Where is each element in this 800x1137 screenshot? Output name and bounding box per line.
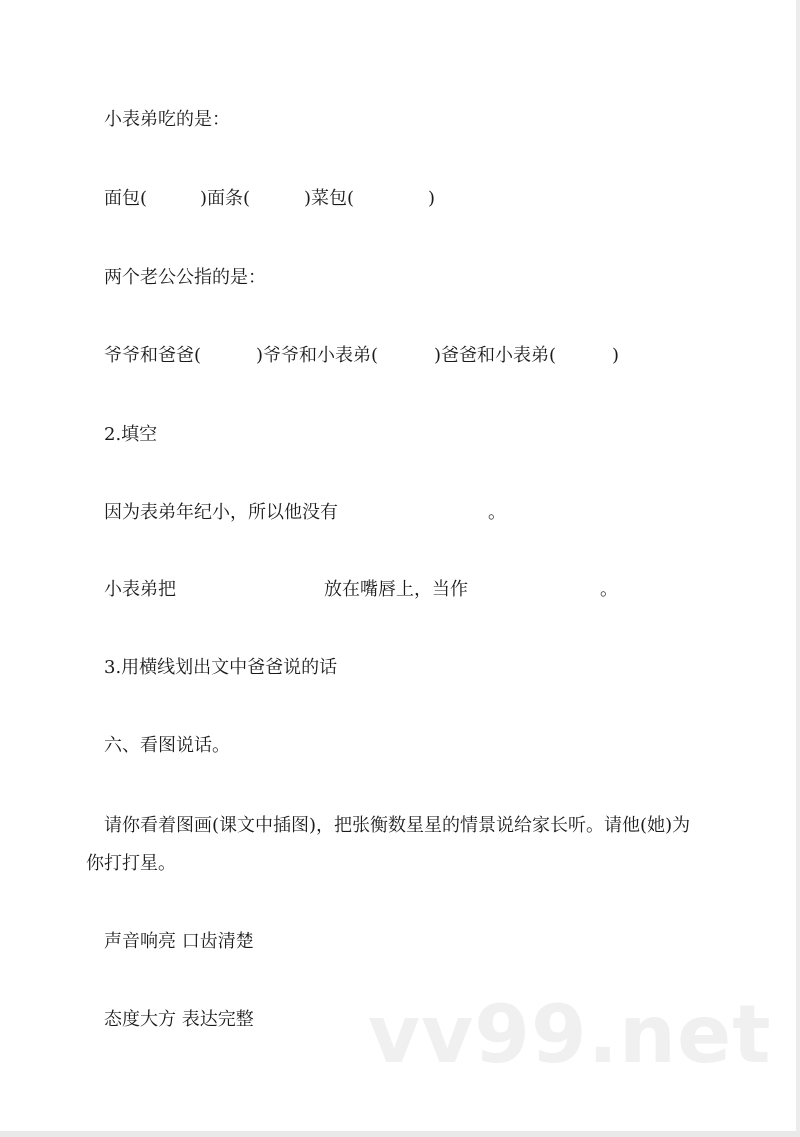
fill-2-text-b: 放在嘴唇上，当作 [324,579,468,600]
fill-2-end: 。 [600,579,618,600]
option-noodles: )面条( [200,188,251,209]
page-edge-bottom [0,1131,800,1137]
fill-1-end: 。 [488,502,506,523]
option-grandpa-cousin: )爷爷和小表弟( [256,345,379,366]
option-grandpa-dad: 爷爷和爸爸( [104,345,202,366]
option-dad-cousin: )爸爸和小表弟( [434,345,557,366]
section-6-body-line-2: 你打打星。 [86,853,176,874]
watermark: vv99.net [368,988,772,1081]
section-6-title: 六、看图说话。 [104,735,230,756]
question-2-title: 2.填空 [104,424,158,445]
option-bread: 面包( [104,188,148,209]
option-veg-bun: )菜包( [304,188,355,209]
grandpa-options-row [104,344,664,368]
fill-blank-2 [104,578,634,602]
section-6-body-line-1: 请你看着图画(课文中插图)，把张衡数星星的情景说给家长听。请他(她)为 [104,815,691,836]
snack-options-row [104,187,524,211]
criteria-line-2: 态度大方 表达完整 [104,1009,254,1030]
fill-blank-1 [104,501,524,525]
criteria-line-1: 声音响亮 口齿清楚 [104,931,254,952]
option-close-paren: ) [428,188,436,209]
question-snack-prompt: 小表弟吃的是： [104,109,230,130]
option-close-paren: ) [612,345,620,366]
fill-2-text-a: 小表弟把 [104,579,176,600]
question-3-title: 3.用横线划出文中爸爸说的话 [104,657,338,678]
question-grandpa-prompt: 两个老公公指的是： [104,267,266,288]
fill-1-text: 因为表弟年纪小，所以他没有 [104,502,338,523]
page-edge-right [796,0,800,1137]
